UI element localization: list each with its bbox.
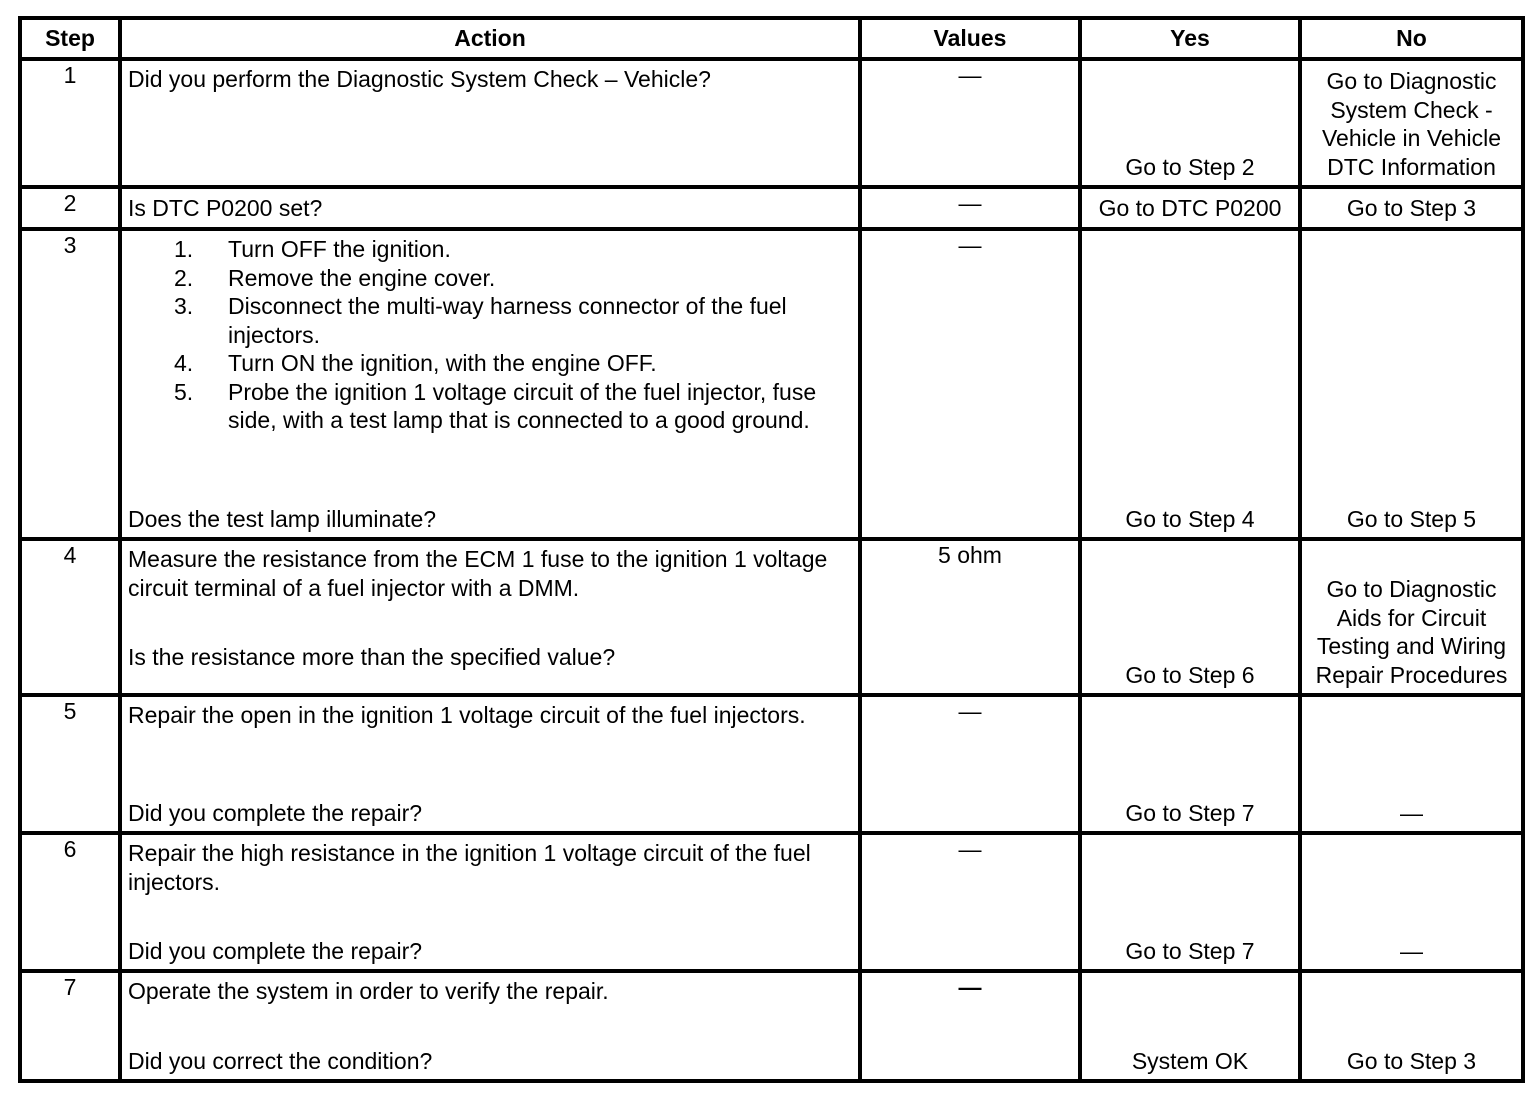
action-cell bbox=[120, 539, 860, 695]
action-question: Does the test lamp illuminate? bbox=[128, 505, 437, 532]
action-text: Did you perform the Diagnostic System Check – Vehicle? bbox=[128, 66, 711, 92]
step-number: 1 bbox=[20, 59, 120, 187]
no-cell bbox=[1300, 695, 1523, 833]
header-values: Values bbox=[860, 18, 1080, 59]
yes-cell bbox=[1080, 695, 1300, 833]
no-text: Go to Step 5 bbox=[1346, 505, 1477, 532]
list-item: 3. Disconnect the multi-way harness connector of the fuel injectors. bbox=[174, 293, 787, 348]
no-text: Go to Diagnostic System Check - Vehicle in Vehicle DTC Information bbox=[1321, 68, 1501, 180]
no-cell bbox=[1300, 59, 1523, 187]
step-number: 6 bbox=[20, 833, 120, 971]
table-row bbox=[20, 539, 1523, 695]
yes-cell: Go to DTC P0200 bbox=[1080, 187, 1300, 229]
table-row bbox=[20, 187, 1523, 229]
yes-cell bbox=[1080, 539, 1300, 695]
yes-text: System OK bbox=[1131, 1047, 1249, 1074]
yes-text: Go to Step 7 bbox=[1125, 799, 1255, 826]
action-cell bbox=[120, 833, 860, 971]
action-cell bbox=[120, 229, 860, 539]
table-row bbox=[20, 229, 1523, 539]
header-step: Step bbox=[20, 18, 120, 59]
no-cell bbox=[1300, 229, 1523, 539]
step-number: 2 bbox=[20, 187, 120, 229]
values-cell: — bbox=[860, 229, 1080, 539]
action-question: Did you complete the repair? bbox=[128, 937, 423, 964]
no-text: Go to Diagnostic Aids for Circuit Testing and Wiring Repair Procedures bbox=[1315, 576, 1508, 688]
no-text: — bbox=[1400, 799, 1423, 826]
step-number: 3 bbox=[20, 229, 120, 539]
list-item: 4. Turn ON the ignition, with the engine OFF. bbox=[174, 350, 657, 376]
values-cell: — bbox=[860, 695, 1080, 833]
no-cell bbox=[1300, 539, 1523, 695]
header-yes: Yes bbox=[1080, 18, 1300, 59]
step-number: 4 bbox=[20, 539, 120, 695]
yes-cell bbox=[1080, 229, 1300, 539]
values-cell: 5 ohm bbox=[860, 539, 1080, 695]
list-item: 2. Remove the engine cover. bbox=[174, 264, 496, 291]
yes-text: Go to Step 6 bbox=[1125, 661, 1255, 688]
action-text: Is DTC P0200 set? bbox=[128, 194, 323, 221]
values-cell: — bbox=[860, 187, 1080, 229]
header-action: Action bbox=[120, 18, 860, 59]
table-row bbox=[20, 833, 1523, 971]
yes-cell bbox=[1080, 833, 1300, 971]
no-text: Go to Step 3 bbox=[1346, 1047, 1477, 1074]
action-question: Did you correct the condition? bbox=[128, 1047, 433, 1074]
table-row bbox=[20, 59, 1523, 187]
action-question: Is the resistance more than the specified value? bbox=[128, 643, 616, 670]
no-cell: Go to Step 3 bbox=[1300, 187, 1523, 229]
list-item: 5. Probe the ignition 1 voltage circuit of the fuel injector, fuse side, with a test lamp that is connected to a good ground. bbox=[174, 378, 817, 433]
action-cell bbox=[120, 187, 860, 229]
header-no: No bbox=[1300, 18, 1523, 59]
action-cell bbox=[120, 695, 860, 833]
action-cell bbox=[120, 59, 860, 187]
values-cell: — bbox=[860, 833, 1080, 971]
values-cell: — bbox=[860, 59, 1080, 187]
step-number: 5 bbox=[20, 695, 120, 833]
action-cell bbox=[120, 971, 860, 1081]
action-text: Repair the open in the ignition 1 voltage circuit of the fuel injectors. bbox=[128, 702, 806, 728]
action-text: Operate the system in order to verify the repair. bbox=[128, 978, 609, 1004]
action-question: Did you complete the repair? bbox=[128, 799, 423, 826]
action-text: Measure the resistance from the ECM 1 fuse to the ignition 1 voltage circuit terminal of a fuel injector with a DMM. bbox=[128, 546, 828, 601]
yes-text: Go to Step 2 bbox=[1125, 153, 1255, 180]
no-cell bbox=[1300, 971, 1523, 1081]
yes-cell bbox=[1080, 59, 1300, 187]
yes-text: Go to Step 4 bbox=[1125, 505, 1255, 532]
yes-text: Go to Step 7 bbox=[1125, 937, 1255, 964]
header-row bbox=[20, 18, 1523, 59]
no-text: — bbox=[1400, 937, 1423, 964]
procedure-list bbox=[128, 235, 852, 435]
values-cell: — bbox=[860, 971, 1080, 1081]
table-row bbox=[20, 695, 1523, 833]
yes-cell bbox=[1080, 971, 1300, 1081]
table-row bbox=[20, 971, 1523, 1081]
no-cell bbox=[1300, 833, 1523, 971]
action-text: Repair the high resistance in the ignition 1 voltage circuit of the fuel injectors. bbox=[128, 840, 811, 895]
list-item: 1. Turn OFF the ignition. bbox=[174, 236, 451, 262]
diagnostic-table bbox=[18, 16, 1525, 1083]
step-number: 7 bbox=[20, 971, 120, 1081]
